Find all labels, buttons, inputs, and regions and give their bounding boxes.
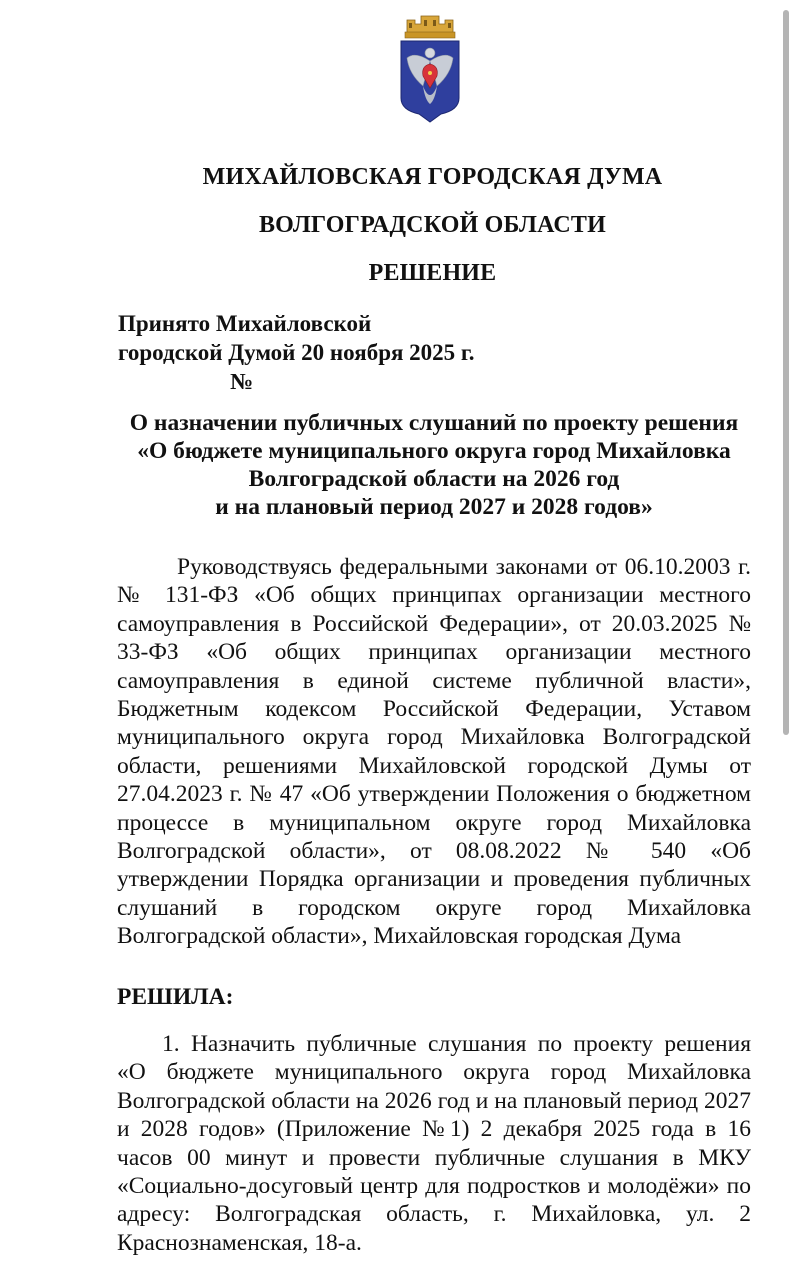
coat-of-arms-icon [395,6,465,124]
adoption-block [118,309,475,396]
adoption-line-2: городской Думой 20 ноября 2025 г. [118,340,475,365]
resolution-item-1: 1. Назначить публичные слушания по проекту решения «О бюджете муниципального округа город Михайловка Волгоградской области на 2026 год и на плановый период 2027 и 2028 годов» (Приложение №1) 2 декабря 2025 года в 16 часов 00 минут и провести публичные слушания в МКУ «Социально-досуговый центр для подростков и молодёжи» по адресу: Волгоградская область, г. Михайловка, ул. 2 Краснознаменская, 18-а. [117,1031,751,1256]
decision-subject [112,409,756,521]
crown-icon [405,16,455,38]
document-type-title: РЕШЕНИЕ [368,260,497,286]
vertical-scrollbar[interactable] [783,10,789,735]
preamble-paragraph: Руководствуясь федеральными законами от 06.10.2003 г. № 131-ФЗ «Об общих принципах организации местного самоуправления в Российской Федерации», от 20.03.2025 № 33-ФЗ «Об общих принципах организации местного самоуправления в единой системе публичной власти», Бюджетным кодексом Российской Федерации, Уставом муниципального округа город Михайловка Волгоградской области, решениями Михайловской городской Думы от 27.04.2023 г. № 47 «Об утверждении Положения о бюджетном процессе в муниципальном округе город Михайловка Волгоградской области», от 08.08.2022 № 540 «Об утверждении Порядка организации и проведения публичных слушаний в городском округе город Михайловка Волгоградской области», Михайловская городская Дума [117,554,751,950]
issuer-title: МИХАЙЛОВСКАЯ ГОРОДСКАЯ ДУМА [202,164,663,190]
issuer-region: ВОЛГОГРАДСКОЙ ОБЛАСТИ [258,212,607,238]
coat-of-arms-emblem [395,6,465,124]
subject-line-2: «О бюджете муниципального округа город Михайловка [137,438,731,464]
subject-line-1: О назначении публичных слушаний по проекту решения [129,410,739,436]
decision-number-label: № [230,369,254,394]
resolved-heading: РЕШИЛА: [117,984,234,1010]
adoption-line-1: Принято Михайловской [118,311,372,336]
subject-line-4: и на плановый период 2027 и 2028 годов» [215,494,653,520]
subject-line-3: Волгоградской области на 2026 год [248,466,620,492]
